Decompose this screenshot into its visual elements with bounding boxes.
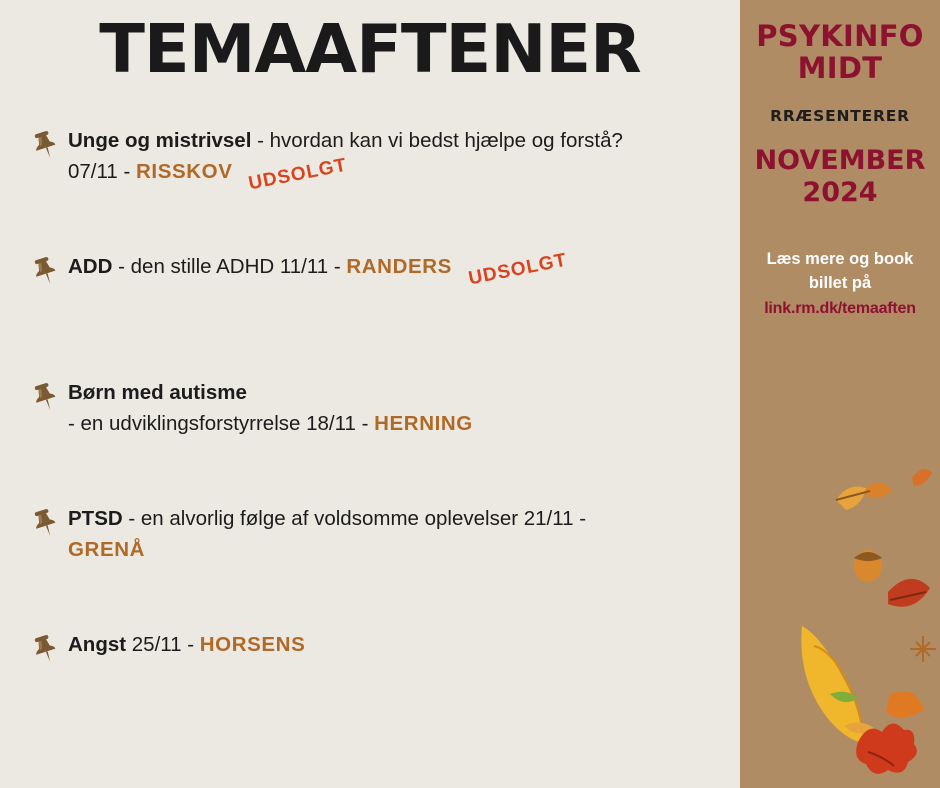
status-badge: UDSOLGT: [466, 250, 569, 290]
event-description: 25/11 -: [126, 633, 200, 657]
brand-name: [748, 20, 932, 85]
event-description: - hvordan kan vi bedst hjælpe og forstå? 07/11 -: [68, 129, 623, 184]
list-item[interactable]: [26, 378, 740, 466]
event-title: Børn med autisme: [68, 381, 247, 405]
event-text: [68, 504, 668, 566]
brand-line-2: MIDT: [797, 51, 883, 86]
event-title: ADD: [68, 255, 113, 279]
pushpin-icon: [28, 254, 62, 288]
status-badge: UDSOLGT: [247, 154, 350, 195]
event-list: [0, 126, 740, 718]
leaf-icon: [836, 482, 892, 510]
pushpin-icon: [28, 380, 62, 414]
acorn-icon: [854, 550, 882, 582]
event-description: - en alvorlig følge af voldsomme oplevelser 21/11 -: [122, 507, 587, 531]
seed-pod-icon: [910, 636, 936, 662]
year-label: 2024: [802, 177, 878, 209]
event-description: - en udviklingsforstyrrelse 18/11 -: [68, 412, 375, 436]
event-title: Unge og mistrivsel: [68, 129, 252, 153]
leaf-icon: [888, 579, 930, 607]
sidebar: [740, 0, 940, 788]
page-title: TEMAAFTENER: [99, 10, 641, 88]
event-text: [68, 126, 668, 195]
pushpin-icon: [28, 506, 62, 540]
sidebar-content: [740, 0, 940, 318]
list-item[interactable]: [26, 504, 740, 592]
leaf-icon: [886, 691, 924, 717]
presents-label: RRÆSENTERER: [770, 106, 910, 125]
event-title: Angst: [68, 633, 127, 657]
event-title: PTSD: [68, 507, 123, 531]
event-city: GRENÅ: [68, 538, 146, 562]
maple-leaf-icon: [856, 723, 917, 773]
event-description: - den stille ADHD 11/11 -: [112, 255, 347, 279]
event-text: [68, 630, 668, 661]
pushpin-icon: [28, 632, 62, 666]
event-city: RISSKOV: [136, 160, 233, 184]
event-city: HERNING: [374, 412, 473, 436]
leaf-icon: [912, 469, 932, 486]
list-item[interactable]: [26, 252, 740, 340]
booking-text: Læs mere og book billet på: [766, 250, 914, 293]
list-item[interactable]: [26, 630, 740, 718]
event-city: HORSENS: [199, 633, 306, 657]
event-city: RANDERS: [346, 255, 452, 279]
compound-leaf-icon: [801, 626, 874, 744]
event-text: [68, 250, 668, 290]
brand-line-1: PSYKINFO: [756, 19, 924, 53]
list-item[interactable]: [26, 126, 740, 214]
month-label: NOVEMBER: [754, 144, 926, 176]
event-text: [68, 378, 668, 440]
booking-link[interactable]: link.rm.dk/temaaften: [764, 300, 916, 318]
pushpin-icon: [28, 128, 62, 162]
